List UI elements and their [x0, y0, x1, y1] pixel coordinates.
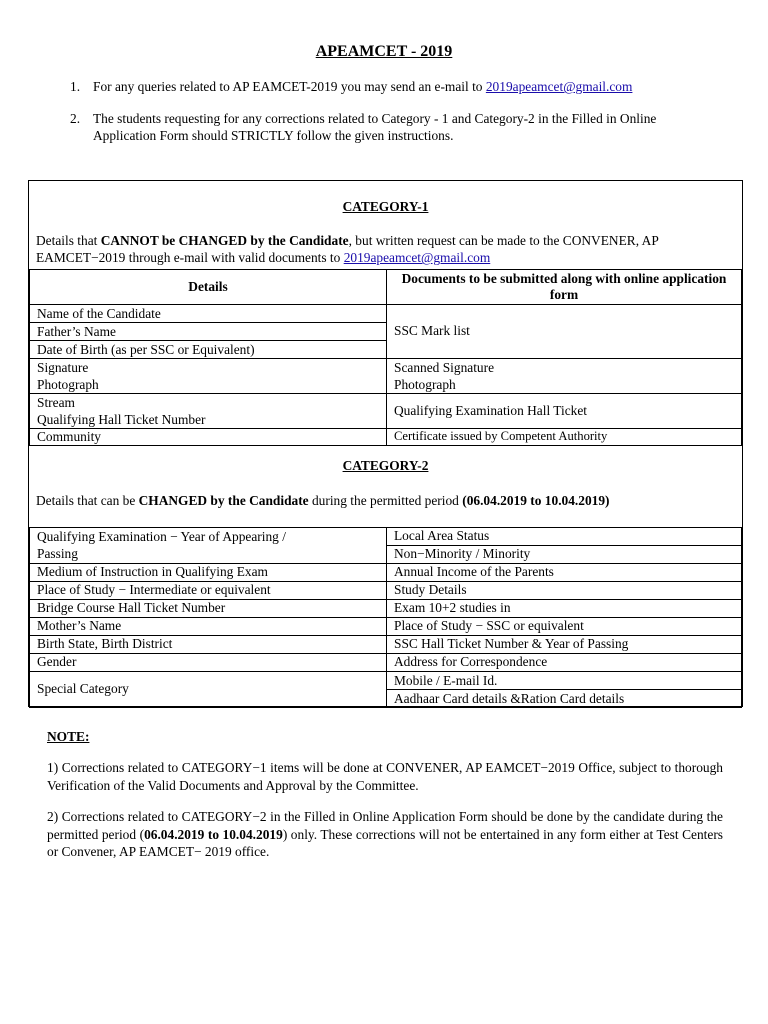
- table-row: [30, 546, 742, 564]
- cell-text: Birth State, Birth District: [30, 636, 387, 654]
- cell-text: Annual Income of the Parents: [387, 564, 742, 582]
- cell-text: Scanned Signature: [394, 360, 495, 375]
- table-row: [30, 359, 742, 394]
- cell-text: Photograph: [37, 377, 99, 392]
- table-row: [30, 528, 742, 546]
- header-details: Details: [30, 270, 387, 305]
- cell-text: Bridge Course Hall Ticket Number: [30, 600, 387, 618]
- table-header-row: [30, 270, 742, 305]
- cell-text: Passing: [30, 546, 387, 564]
- cell-text: SSC Hall Ticket Number & Year of Passing: [387, 636, 742, 654]
- intro-item-2: [70, 110, 710, 145]
- category-2-title: CATEGORY-2: [342, 458, 429, 473]
- cell-text: Exam 10+2 studies in: [387, 600, 742, 618]
- intro-number: 2.: [70, 111, 81, 126]
- cell-text: Certificate issued by Competent Authority: [387, 429, 742, 446]
- cell-text: Gender: [30, 654, 387, 672]
- intro-item-1: [70, 78, 710, 95]
- cell-text: Study Details: [387, 582, 742, 600]
- cell-text: Photograph: [394, 377, 456, 392]
- cell-text: Mobile / E-mail Id.: [394, 673, 498, 688]
- cell-text: Signature: [37, 360, 89, 375]
- cell-text: Qualifying Examination − Year of Appearing /: [30, 528, 387, 546]
- table-row: [30, 654, 742, 672]
- category-1-title: CATEGORY-1: [342, 199, 429, 214]
- table-row: [30, 636, 742, 654]
- cell-text: Place of Study − Intermediate or equivalent: [30, 582, 387, 600]
- cell-text: Stream: [37, 395, 75, 410]
- email-link[interactable]: 2019apeamcet@gmail.com: [343, 250, 491, 266]
- table-row: [30, 394, 742, 429]
- note-title: NOTE:: [47, 729, 90, 744]
- cell-text: Place of Study − SSC or equivalent: [387, 618, 742, 636]
- cell-text: Aadhaar Card details &Ration Card details: [387, 689, 741, 707]
- cell-text: Date of Birth (as per SSC or Equivalent): [30, 340, 386, 358]
- document-title: APEAMCET - 2019: [315, 43, 453, 60]
- email-link[interactable]: 2019apeamcet@gmail.com: [485, 79, 633, 94]
- category-2-table: [29, 527, 742, 708]
- cell-text: Father’s Name: [30, 322, 386, 340]
- category-2-description: Details that can be CHANGED by the Candidate during the permitted period (06.04.2019 to 10.04.2019): [36, 493, 610, 508]
- cell-text: Local Area Status: [387, 528, 742, 546]
- table-row: [30, 672, 742, 708]
- intro-text: The students requesting for any corrections related to Category - 1 and Category-2 in the Filled in Online Application Form should STRICTLY follow the given instructions.: [93, 111, 657, 144]
- table-row: [30, 618, 742, 636]
- header-documents: Documents to be submitted along with online application form: [387, 270, 742, 305]
- table-row: [30, 582, 742, 600]
- category-1-description: Details that CANNOT be CHANGED by the Candidate, but written request can be made to the CONVENER, AP EAMCET−2019 through e-mail with valid documents to 2019apeamcet@gmail.com: [36, 233, 659, 266]
- categories-box: [28, 180, 743, 707]
- cell-text: Qualifying Hall Ticket Number: [37, 412, 206, 427]
- cell-text: Mother’s Name: [30, 618, 387, 636]
- cell-text: SSC Mark list: [387, 305, 742, 359]
- note-2: 2) Corrections related to CATEGORY−2 in the Filled in Online Application Form should be done by the candidate during the permitted period (06.04.2019 to 10.04.2019) only. These corrections will not be entertained in any form either at Test Centers or Convener, AP EAMCET− 2019 office.: [47, 809, 724, 860]
- cell-text: Medium of Instruction in Qualifying Exam: [30, 564, 387, 582]
- category-1-table: [29, 269, 742, 446]
- cell-text: Address for Correspondence: [387, 654, 742, 672]
- cell-text: Name of the Candidate: [37, 306, 161, 321]
- cell-text: Special Category: [30, 672, 387, 708]
- table-row: [30, 564, 742, 582]
- table-row: [30, 305, 742, 359]
- note-section: [47, 728, 723, 861]
- intro-number: 1.: [70, 79, 81, 94]
- note-1: 1) Corrections related to CATEGORY−1 items will be done at CONVENER, AP EAMCET−2019 Office, subject to thorough Verification of the Valid Documents and Approval by the Committee.: [47, 760, 723, 793]
- cell-text: Community: [30, 429, 387, 446]
- cell-text: Non−Minority / Minority: [387, 546, 742, 564]
- table-row: [30, 429, 742, 446]
- table-row: [30, 600, 742, 618]
- intro-text: For any queries related to AP EAMCET-2019 you may send an e-mail to: [93, 79, 486, 94]
- cell-text: Qualifying Examination Hall Ticket: [387, 394, 742, 429]
